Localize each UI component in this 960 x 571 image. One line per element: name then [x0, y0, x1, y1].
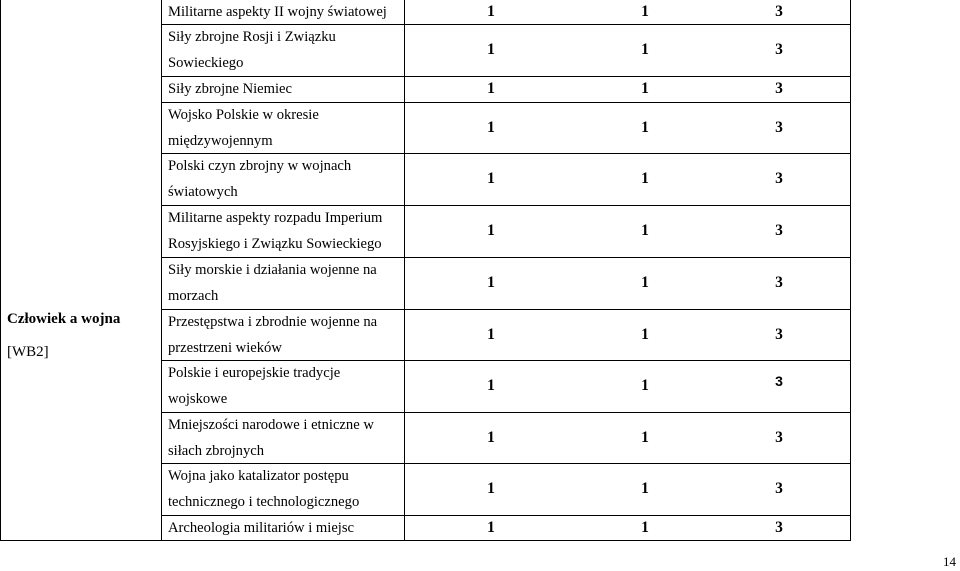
- value-cell-3: 3: [775, 373, 783, 389]
- value-cell-2: 1: [641, 377, 649, 394]
- topic-text: Sowieckiego: [168, 55, 244, 71]
- table-border-topic-column: [404, 0, 405, 541]
- value-cell-3: 3: [775, 41, 783, 58]
- value-cell-3: 3: [775, 222, 783, 239]
- table-row-divider: [161, 412, 851, 413]
- value-cell-2: 1: [641, 480, 649, 497]
- table-row-divider: [161, 205, 851, 206]
- value-cell-2: 1: [641, 222, 649, 239]
- table-border-left: [0, 0, 1, 541]
- value-cell-1: 1: [487, 518, 495, 536]
- value-cell-2: 1: [641, 41, 649, 58]
- topic-text: Wojsko Polskie w okresie: [168, 106, 319, 123]
- topic-text: Siły zbrojne Rosji i Związku: [168, 29, 336, 45]
- table-row-divider: [161, 515, 851, 516]
- topic-text: wojskowe: [168, 391, 228, 407]
- topic-text: Mniejszości narodowe i etniczne w: [168, 416, 374, 433]
- topic-text: Przestępstwa i zbrodnie wojenne na: [168, 313, 378, 330]
- table-border-bottom: [0, 540, 851, 541]
- table-border-course-column: [161, 0, 162, 541]
- table-row-divider: [161, 360, 851, 361]
- table-row-divider: [161, 463, 851, 464]
- value-cell-3: 3: [775, 170, 783, 187]
- topic-text: Siły morskie i działania wojenne na: [168, 262, 377, 278]
- value-cell-1: 1: [487, 170, 495, 187]
- course-title: Człowiek a wojna: [7, 311, 121, 327]
- value-cell-2: 1: [641, 428, 649, 446]
- topic-text: przestrzeni wieków: [168, 339, 282, 356]
- value-cell-2: 1: [641, 80, 649, 97]
- value-cell-1: 1: [487, 428, 495, 446]
- value-cell-2: 1: [641, 3, 649, 20]
- topic-text: Rosyjskiego i Związku Sowieckiego: [168, 236, 382, 252]
- value-cell-2: 1: [641, 325, 649, 343]
- topic-text: Siły zbrojne Niemiec: [168, 81, 293, 97]
- value-cell-3: 3: [775, 274, 783, 291]
- topic-text: Wojna jako katalizator postępu: [168, 468, 349, 484]
- value-cell-1: 1: [487, 41, 495, 58]
- topic-text: Polski czyn zbrojny w wojnach: [168, 158, 352, 174]
- value-cell-1: 1: [487, 325, 495, 343]
- value-cell-1: 1: [487, 480, 495, 497]
- value-cell-2: 1: [641, 274, 649, 291]
- table-row-divider: [161, 24, 851, 25]
- table-row-divider: [161, 153, 851, 154]
- topic-text: Militarne aspekty II wojny światowej: [168, 4, 387, 20]
- table-border-right: [850, 0, 851, 541]
- value-cell-1: 1: [487, 80, 495, 97]
- table-row-divider: [161, 76, 851, 77]
- topic-text: międzywojennym: [168, 132, 273, 149]
- value-cell-2: 1: [641, 118, 649, 136]
- table-row-divider: [161, 102, 851, 103]
- value-cell-1: 1: [487, 377, 495, 394]
- value-cell-3: 3: [775, 3, 783, 20]
- topic-text: siłach zbrojnych: [168, 442, 265, 459]
- topic-text: Militarne aspekty rozpadu Imperium: [168, 210, 383, 226]
- table-row-divider: [161, 257, 851, 258]
- topic-text: światowych: [168, 184, 238, 200]
- topic-text: morzach: [168, 288, 219, 304]
- topic-text: Archeologia militariów i miejsc: [168, 519, 355, 536]
- value-cell-3: 3: [775, 518, 783, 536]
- value-cell-3: 3: [775, 428, 783, 446]
- table-row-divider: [161, 309, 851, 310]
- value-cell-3: 3: [775, 480, 783, 497]
- value-cell-3: 3: [775, 80, 783, 97]
- value-cell-2: 1: [641, 170, 649, 187]
- value-cell-3: 3: [775, 118, 783, 136]
- value-cell-1: 1: [487, 3, 495, 20]
- value-cell-1: 1: [487, 222, 495, 239]
- value-cell-1: 1: [487, 118, 495, 136]
- course-code: [WB2]: [7, 344, 49, 360]
- value-cell-2: 1: [641, 518, 649, 536]
- topic-text: technicznego i technologicznego: [168, 494, 360, 510]
- value-cell-3: 3: [775, 325, 783, 343]
- page-number: 14: [943, 554, 956, 569]
- value-cell-1: 1: [487, 274, 495, 291]
- topic-text: Polskie i europejskie tradycje: [168, 365, 341, 381]
